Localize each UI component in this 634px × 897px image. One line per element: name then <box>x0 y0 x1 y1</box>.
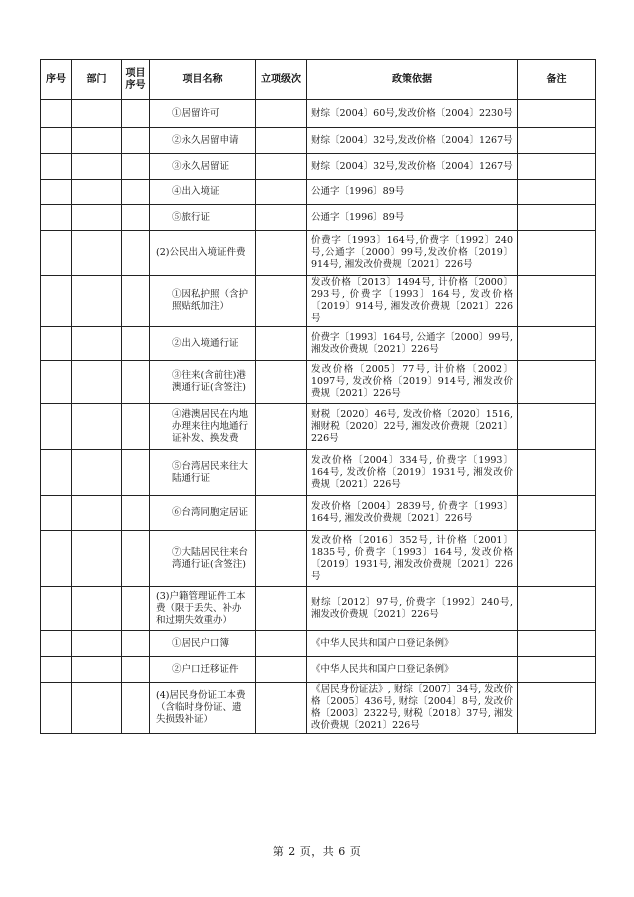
cell-item-name: ①居留许可 <box>150 100 256 128</box>
cell-item-seq <box>122 404 150 450</box>
cell-remark <box>518 361 596 404</box>
cell-seq <box>41 450 72 496</box>
table-row <box>41 327 596 361</box>
cell-basis: 《居民身份证法》, 财综〔2007〕34号, 发改价格〔2005〕436号, 财综〔2004〕8号, 发改价格〔2003〕2322号, 财税〔2018〕37号, 湘发改价费规〔2021〕226号 <box>307 683 518 734</box>
cell-item-seq <box>122 205 150 231</box>
table-row <box>41 231 596 276</box>
cell-item-seq <box>122 128 150 154</box>
cell-remark <box>518 683 596 734</box>
cell-item-name: ⑤旅行证 <box>150 205 256 231</box>
table-row <box>41 205 596 231</box>
cell-item-name: ④港澳居民在内地办理来往内地通行证补发、换发费 <box>150 404 256 450</box>
cell-level <box>256 100 307 128</box>
cell-dept <box>72 128 122 154</box>
cell-item-seq <box>122 327 150 361</box>
cell-dept <box>72 327 122 361</box>
cell-dept <box>72 450 122 496</box>
cell-item-name: ②永久居留申请 <box>150 128 256 154</box>
cell-remark <box>518 205 596 231</box>
cell-remark <box>518 631 596 657</box>
table-row <box>41 100 596 128</box>
cell-item-name: ②户口迁移证件 <box>150 657 256 683</box>
cell-item-name: ⑤台湾居民来往大陆通行证 <box>150 450 256 496</box>
cell-level <box>256 587 307 631</box>
cell-dept <box>72 631 122 657</box>
cell-item-name: ①居民户口簿 <box>150 631 256 657</box>
cell-seq <box>41 100 72 128</box>
cell-seq <box>41 276 72 327</box>
cell-item-seq <box>122 683 150 734</box>
cell-level <box>256 631 307 657</box>
cell-basis: 价费字〔1993〕164号,价费字〔1992〕240号,公通字〔2000〕99号,发改价格〔2019〕914号, 湘发改价费规〔2021〕226号 <box>307 231 518 276</box>
cell-seq <box>41 404 72 450</box>
cell-remark <box>518 100 596 128</box>
table-row <box>41 531 596 587</box>
header-item-name: 项目名称 <box>150 60 256 100</box>
header-level: 立项级次 <box>256 60 307 100</box>
cell-item-name: (3)户籍管理证件工本费（限于丢失、补办和过期失效重办） <box>150 587 256 631</box>
cell-basis: 财综〔2012〕97号, 价费字〔1992〕240号, 湘发改价费规〔2021〕226号 <box>307 587 518 631</box>
table-row <box>41 450 596 496</box>
cell-basis: 价费字〔1993〕164号, 公通字〔2000〕99号, 湘发改价费规〔2021〕226号 <box>307 327 518 361</box>
cell-seq <box>41 231 72 276</box>
cell-remark <box>518 180 596 205</box>
cell-seq <box>41 154 72 180</box>
cell-dept <box>72 496 122 531</box>
cell-basis: 发改价格〔2005〕77号, 计价格〔2002〕1097号, 发改价格〔2019〕914号, 湘发改价费规〔2021〕226号 <box>307 361 518 404</box>
cell-level <box>256 683 307 734</box>
cell-basis: 财综〔2004〕32号,发改价格〔2004〕1267号 <box>307 128 518 154</box>
cell-dept <box>72 276 122 327</box>
cell-level <box>256 496 307 531</box>
table-row <box>41 404 596 450</box>
cell-remark <box>518 404 596 450</box>
cell-item-name: (4)居民身份证工本费（含临时身份证、遗失损毁补证） <box>150 683 256 734</box>
cell-remark <box>518 231 596 276</box>
cell-item-name: ③永久居留证 <box>150 154 256 180</box>
table-row <box>41 276 596 327</box>
cell-item-seq <box>122 180 150 205</box>
cell-seq <box>41 683 72 734</box>
cell-item-name: ①因私护照（含护照贴纸加注） <box>150 276 256 327</box>
cell-dept <box>72 231 122 276</box>
cell-level <box>256 361 307 404</box>
cell-item-seq <box>122 531 150 587</box>
table-row <box>41 361 596 404</box>
cell-item-seq <box>122 361 150 404</box>
header-item-seq: 项目序号 <box>122 60 150 100</box>
cell-remark <box>518 327 596 361</box>
header-remark: 备注 <box>518 60 596 100</box>
cell-level <box>256 531 307 587</box>
table-row <box>41 657 596 683</box>
cell-dept <box>72 100 122 128</box>
cell-remark <box>518 450 596 496</box>
cell-seq <box>41 587 72 631</box>
table-header-row <box>41 60 596 100</box>
cell-seq <box>41 631 72 657</box>
cell-basis: 《中华人民共和国户口登记条例》 <box>307 657 518 683</box>
cell-basis: 发改价格〔2013〕1494号, 计价格〔2000〕293号, 价费字〔1993〕164号, 发改价格〔2019〕914号, 湘发改价费规〔2021〕226号 <box>307 276 518 327</box>
cell-basis: 财综〔2004〕32号,发改价格〔2004〕1267号 <box>307 154 518 180</box>
cell-seq <box>41 205 72 231</box>
cell-dept <box>72 205 122 231</box>
cell-seq <box>41 361 72 404</box>
cell-item-seq <box>122 657 150 683</box>
cell-basis: 财综〔2004〕60号,发改价格〔2004〕2230号 <box>307 100 518 128</box>
cell-dept <box>72 683 122 734</box>
table-body <box>41 100 596 734</box>
header-basis: 政策依据 <box>307 60 518 100</box>
cell-dept <box>72 404 122 450</box>
cell-level <box>256 327 307 361</box>
cell-basis: 公通字〔1996〕89号 <box>307 205 518 231</box>
table-row <box>41 496 596 531</box>
cell-item-name: ⑦大陆居民往来台湾通行证(含签注) <box>150 531 256 587</box>
cell-basis: 发改价格〔2016〕352号, 计价格〔2001〕1835号, 价费字〔1993〕164号, 发改价格〔2019〕1931号, 湘发改价费规〔2021〕226号 <box>307 531 518 587</box>
table-row <box>41 180 596 205</box>
cell-remark <box>518 276 596 327</box>
cell-remark <box>518 587 596 631</box>
cell-item-name: ③往来(含前往)港澳通行证(含签注) <box>150 361 256 404</box>
cell-seq <box>41 657 72 683</box>
table-row <box>41 154 596 180</box>
cell-item-seq <box>122 496 150 531</box>
cell-item-seq <box>122 276 150 327</box>
cell-basis: 发改价格〔2004〕2839号, 价费字〔1993〕164号, 湘发改价费规〔2021〕226号 <box>307 496 518 531</box>
cell-basis: 公通字〔1996〕89号 <box>307 180 518 205</box>
cell-level <box>256 128 307 154</box>
cell-dept <box>72 531 122 587</box>
table-row <box>41 587 596 631</box>
cell-basis: 《中华人民共和国户口登记条例》 <box>307 631 518 657</box>
cell-level <box>256 180 307 205</box>
cell-dept <box>72 587 122 631</box>
cell-level <box>256 404 307 450</box>
cell-dept <box>72 180 122 205</box>
cell-item-name: ⑥台湾同胞定居证 <box>150 496 256 531</box>
cell-basis: 发改价格〔2004〕334号, 价费字〔1993〕164号, 发改价格〔2019〕1931号, 湘发改价费规〔2021〕226号 <box>307 450 518 496</box>
cell-seq <box>41 327 72 361</box>
cell-item-name: (2)公民出入境证件费 <box>150 231 256 276</box>
cell-level <box>256 276 307 327</box>
cell-item-seq <box>122 631 150 657</box>
cell-item-seq <box>122 587 150 631</box>
page-footer: 第 2 页，共 6 页 <box>272 845 362 858</box>
cell-dept <box>72 154 122 180</box>
cell-level <box>256 154 307 180</box>
cell-dept <box>72 361 122 404</box>
cell-item-seq <box>122 231 150 276</box>
table-row <box>41 683 596 734</box>
cell-seq <box>41 531 72 587</box>
cell-seq <box>41 128 72 154</box>
cell-item-name: ②出入境通行证 <box>150 327 256 361</box>
cell-item-seq <box>122 154 150 180</box>
cell-remark <box>518 128 596 154</box>
cell-seq <box>41 180 72 205</box>
table-row <box>41 128 596 154</box>
table-row <box>41 631 596 657</box>
cell-remark <box>518 154 596 180</box>
cell-item-name: ④出入境证 <box>150 180 256 205</box>
cell-item-seq <box>122 100 150 128</box>
cell-level <box>256 450 307 496</box>
cell-level <box>256 205 307 231</box>
header-seq: 序号 <box>41 60 72 100</box>
header-dept: 部门 <box>72 60 122 100</box>
cell-item-seq <box>122 450 150 496</box>
cell-dept <box>72 657 122 683</box>
cell-level <box>256 657 307 683</box>
cell-remark <box>518 531 596 587</box>
cell-remark <box>518 496 596 531</box>
fee-table <box>40 59 596 734</box>
cell-level <box>256 231 307 276</box>
cell-basis: 财税〔2020〕46号, 发改价格〔2020〕1516, 湘财税〔2020〕22号, 湘发改价费规〔2021〕226号 <box>307 404 518 450</box>
cell-remark <box>518 657 596 683</box>
cell-seq <box>41 496 72 531</box>
